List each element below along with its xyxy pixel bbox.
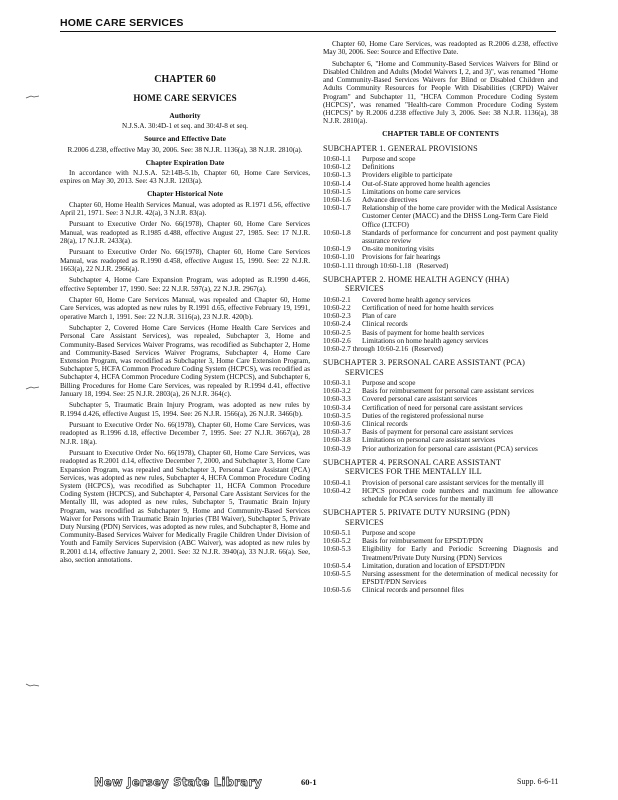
historical-note-heading: Chapter Historical Note <box>147 189 223 199</box>
toc-row[interactable] <box>323 562 558 570</box>
toc-section-number: 10:60-1.6 <box>323 196 351 205</box>
toc-section-number: 10:60-2.6 <box>323 336 351 345</box>
toc-section-number: 10:60-2.3 <box>323 312 351 321</box>
toc-section-number: 10:60-4.1 <box>323 478 351 487</box>
toc-section-number: 10:60-1.8 <box>323 228 351 237</box>
right-note-paragraph: Subchapter 6, "Home and Community-Based Services Waivers for Blind or Disabled Children and Adults (Model Waivers I, 2, and 3)", was renamed "Home and Community-Based Services Waivers for Blind or Disabled Children and Adults Community Resources for People With Disabilities (CRPD) Waiver Program" and Subchapter 11, "HCFA Common Procedure Coding System (HCPCS)", was renamed "Health-care Common Procedure Coding System (HCPCS)" by R.2006 d.238 effective July 3, 2006. See: 38 N.J.R. 1136(a), 38 N.J.R. 2810(a). <box>323 59 558 126</box>
toc-subchapter-title: SUBCHAPTER 4. PERSONAL CARE ASSISTANT <box>323 457 502 467</box>
toc-section-number: 10:60-3.9 <box>323 444 351 453</box>
supplement-date: Supp. 6-6-11 <box>517 777 559 786</box>
toc-subchapter-heading[interactable] <box>323 275 558 294</box>
toc-row[interactable] <box>323 262 558 270</box>
toc-subchapter-heading[interactable] <box>323 508 558 527</box>
toc-row[interactable] <box>323 570 558 586</box>
toc-subchapter-title-cont: SERVICES <box>345 284 384 294</box>
toc-section-number: 10:60-5.2 <box>323 537 351 546</box>
toc-subchapter-title: SUBCHAPTER 1. GENERAL PROVISIONS <box>323 143 478 153</box>
toc-section-number: 10:60-5.5 <box>323 570 351 578</box>
toc-section-title: Out-of-State approved home health agencies <box>362 179 491 188</box>
toc-section-number: 10:60-3.2 <box>323 387 351 396</box>
toc-section-title: Limitations on personal care assistant services <box>362 436 496 445</box>
expiration-heading: Chapter Expiration Date <box>145 157 225 167</box>
toc-section-title: Certification of need for home health services <box>362 303 494 312</box>
authority-text: N.J.S.A. 30:4D-1 et seq. and 30:4J-8 et seq. <box>122 122 248 131</box>
toc-row[interactable] <box>323 545 558 561</box>
toc-subchapter-heading[interactable] <box>323 358 558 377</box>
historical-note-paragraph: Pursuant to Executive Order No. 66(1978), Chapter 60, Home Care Services, was readopted as R.1996 d.18, effective December 7, 1995. See: 27 N.J.R. 3667(a), 28 N.J.R. 18(a). <box>60 421 310 446</box>
toc-section-title: Providers eligible to participate <box>362 171 453 180</box>
toc-section-number: 10:60-5.4 <box>323 561 351 570</box>
toc-subchapter-title: SUBCHAPTER 5. PRIVATE DUTY NURSING (PDN) <box>323 508 510 518</box>
toc-section-number: 10:60-3.3 <box>323 395 351 404</box>
toc-row[interactable] <box>323 387 558 395</box>
toc-row[interactable] <box>323 296 558 304</box>
margin-mark <box>25 95 40 99</box>
toc-section-title: (Reserved) <box>411 344 444 353</box>
toc-section-title: Relationship of the home care provider with the Medical Assistance Customer Center (MACC) and the DHSS Long-Term Care Field Office (LTCFO) <box>362 204 558 229</box>
toc-row[interactable] <box>323 436 558 444</box>
toc-section-title: Definitions <box>362 163 395 172</box>
toc-section-title: Provision of personal care assistant services for the mentally ill <box>362 478 544 487</box>
toc-section-title: Prior authorization for personal care assistant (PCA) services <box>362 444 538 453</box>
toc-section-number: 10:60-3.8 <box>323 436 351 445</box>
toc-section-title: Plan of care <box>362 312 397 321</box>
toc-subchapter-title-cont: SERVICES FOR THE MENTALLY ILL <box>345 467 482 477</box>
toc-section-number: 10:60-3.7 <box>323 428 351 437</box>
toc-section-title: Nursing assessment for the determination of medical necessity for EPSDT/PDN Services <box>362 570 558 587</box>
right-note-paragraph: Chapter 60, Home Care Services, was readopted as R.2006 d.238, effective May 30, 2006. See: Source and Effective Date. <box>323 40 558 57</box>
toc-section-number: 10:60-1.7 <box>323 204 351 213</box>
toc-section-title: Certification of need for personal care assistant services <box>362 403 523 412</box>
toc-row[interactable] <box>323 163 558 171</box>
chapter-title: HOME CARE SERVICES <box>133 93 237 103</box>
toc-section-number: 10:60-1.10 <box>323 253 355 262</box>
toc-section-title: Basis of payment for home health services <box>362 328 485 337</box>
toc-row[interactable] <box>323 445 558 453</box>
toc-section-title: Limitation, duration and location of EPSDT/PDN <box>362 561 505 570</box>
toc-section-title: Covered home health agency services <box>362 295 471 304</box>
toc-subchapter-heading[interactable] <box>323 458 558 477</box>
historical-note-paragraph: Chapter 60, Home Health Services Manual, was adopted as R.1971 d.56, effective April 21, 1971. See: 3 N.J.R. 42(a), 3 N.J.R. 83(a). <box>60 200 310 217</box>
toc-row[interactable] <box>323 412 558 420</box>
toc-row[interactable] <box>323 155 558 163</box>
toc-section-title: Provisions for fair hearings <box>362 253 441 262</box>
toc-row[interactable] <box>323 180 558 188</box>
toc-row[interactable] <box>323 420 558 428</box>
toc-section-number: 10:60-1.4 <box>323 179 351 188</box>
toc-row[interactable] <box>323 229 558 245</box>
historical-note-paragraph: Chapter 60, Home Care Services Manual, was repealed and Chapter 60, Home Care Services, was adopted as new rules by R.1991 d.65, effective February 19, 1991, operative March 1, 1991. See: 22 N.J.R. 3116(a), 23 N.J.R. 420(b). <box>60 296 310 321</box>
toc-row[interactable] <box>323 304 558 312</box>
toc-row[interactable] <box>323 204 558 229</box>
toc-section-title: Duties of the registered professional nurse <box>362 411 484 420</box>
toc-heading: CHAPTER TABLE OF CONTENTS <box>382 129 499 139</box>
toc-section-title: Purpose and scope <box>362 378 416 387</box>
expiration-text: In accordance with N.J.S.A. 52:14B-5.1b, Chapter 60, Home Care Services, expires on May 30, 2013. See: 43 N.J.R. 1203(a). <box>60 169 310 186</box>
page-number: 60-1 <box>301 777 317 787</box>
toc-section-title: Basis for reimbursement for EPSDT/PDN <box>362 537 483 546</box>
toc-row[interactable] <box>323 395 558 403</box>
toc-section-title: Purpose and scope <box>362 155 416 164</box>
toc-section-title: (Reserved) <box>416 261 449 270</box>
toc-section-title: Purpose and scope <box>362 528 416 537</box>
toc-section-title: Advance directives <box>362 196 418 205</box>
historical-note-paragraph: Subchapter 4, Home Care Expansion Program, was adopted as R.1990 d.466, effective September 17, 1990. See: 22 N.J.R. 597(a), 22 N.J.R. 2967(a). <box>60 276 310 293</box>
historical-note-paragraph: Pursuant to Executive Order No. 66(1978), Chapter 60, Home Care Services Manual, was readopted as R.1990 d.458, effective August 15, 1990. See: 22 N.J.R. 1663(a), 22 N.J.R. 2966(a). <box>60 248 310 273</box>
toc-row[interactable] <box>323 345 558 353</box>
toc-subchapter-title: SUBCHAPTER 3. PERSONAL CARE ASSISTANT (PCA) <box>323 358 525 368</box>
toc-row[interactable] <box>323 479 558 487</box>
toc-section-number: 10:60-1.1 <box>323 155 351 164</box>
toc-section-title: Basis for reimbursement for personal care assistant services <box>362 387 534 396</box>
toc-section-title: Standards of performance for concurrent and post payment quality assurance review <box>362 228 558 246</box>
toc-row[interactable] <box>323 188 558 196</box>
toc-row[interactable] <box>323 245 558 253</box>
right-column <box>323 40 558 595</box>
toc-subchapter-title-cont: SERVICES <box>345 517 384 527</box>
toc-section-title: Limitations on home care services <box>362 187 461 196</box>
toc-section-number: 10:60-4.2 <box>323 486 351 495</box>
toc-section-title: Covered personal care assistant services <box>362 395 478 404</box>
toc-section-title: HCPCS procedure code numbers and maximum fee allowance schedule for PCA services for the mentally ill <box>362 486 558 503</box>
margin-mark <box>25 683 40 687</box>
library-watermark: New Jersey State Library <box>94 775 263 789</box>
toc-section-title: Eligibility for Early and Periodic Screening Diagnosis and Treatment/Private Duty Nursing (PDN) Services <box>362 545 558 562</box>
toc-section-title: Clinical records <box>362 419 408 428</box>
toc-row[interactable] <box>323 329 558 337</box>
toc-row[interactable] <box>323 379 558 387</box>
toc-section-number: 10:60-2.2 <box>323 303 351 312</box>
header-rule <box>60 31 556 32</box>
toc-section-number: 10:60-3.1 <box>323 378 351 387</box>
toc-section-number: 10:60-2.1 <box>323 295 351 304</box>
toc-section-number: 10:60-1.2 <box>323 163 351 172</box>
toc-section-number: 10:60-2.5 <box>323 328 351 337</box>
toc-section-title: Clinical records and personnel files <box>362 586 464 595</box>
margin-mark <box>25 386 40 390</box>
toc-row[interactable] <box>323 586 558 594</box>
toc-row[interactable] <box>323 529 558 537</box>
toc-row[interactable] <box>323 537 558 545</box>
historical-note-paragraph: Pursuant to Executive Order No. 66(1978), Chapter 60, Home Care Services, was readopted as R.2001 d.14, effective December 7, 2000, and Subchapter 3, Home Care Expansion Program, was repealed and Subchapter 3, Personal Care Assistant (PCA) Services, was adopted as new rules, Subchapter 4, HCFA Common Procedure Coding System (HCPCS), was recodified as Subchapter 11, HCFA Common Procedure Coding System (HCPCS), and Subchapter 4, Personal Care Assistant Services for the Mentally Ill, was adopted as new rules, Subchapter 5, Traumatic Brain Injury Program, was recodified as Subchapter 9, Home and Community-Based Services Waiver for Persons with Traumatic Brain Injuries (TBI Waiver), Subchapter 5, Private Duty Nursing (PDN) Services, was adopted as new rules, and Subchapter 8, Home and Community-Based Services Waiver for Medically Fragile Children Under Division of Youth and Family Services Supervision (ABC Waiver), was adopted as new rules by R.2001 d.14, effective January 2, 2001. See: 32 N.J.R. 3940(a), 33 N.J.R. 66(a). See, also, section annotations. <box>60 449 310 564</box>
toc-row[interactable] <box>323 171 558 179</box>
toc-section-number: 10:60-1.3 <box>323 171 351 180</box>
toc-section-title: Basis of payment for personal care assistant services <box>362 428 514 437</box>
toc-subchapter-title-cont: SERVICES <box>345 367 384 377</box>
toc-row[interactable] <box>323 320 558 328</box>
historical-note-paragraph: Pursuant to Executive Order No. 66(1978), Chapter 60, Home Care Services Manual, was readopted as R.1985 d.488, effective August 27, 1985. See: 17 N.J.R. 28(a), 17 N.J.R. 2433(a). <box>60 220 310 245</box>
toc-section-number: 10:60-2.7 through 10:60-2.16 <box>323 344 409 353</box>
historical-note-paragraph: Subchapter 2, Covered Home Care Services (Home Health Care Services and Personal Care Assistant Services), was repealed, Subchapter 3, Home and Community-Based Services Waiver Programs, was recodified as Subchapter 2, Home and Community-Based Services Waiver Programs, Subchapter 4, Home Care Extension Program, was recodified as Subchapter 3, Home Care Extension Program, Subchapter 5, HCFA Common Procedure Coding System (HCPCS), was recodified as Subchapter 4, HCFA Common Procedure Coding System (HCPCS), and Subchapter 6, Billing Procedures for Home Care Services, was repealed by R.1994 d.41, effective January 18, 1994. See: 25 N.J.R. 2803(a), 26 N.J.R. 364(c). <box>60 324 310 398</box>
authority-heading: Authority <box>169 111 201 120</box>
left-column <box>60 40 310 567</box>
toc-section-title: Limitations on home health agency services <box>362 336 489 345</box>
toc-row[interactable] <box>323 196 558 204</box>
toc-section-number: 10:60-5.3 <box>323 545 351 554</box>
toc-section-title: On-site monitoring visits <box>362 245 434 254</box>
toc-subchapter-title: SUBCHAPTER 2. HOME HEALTH AGENCY (HHA) <box>323 274 510 284</box>
toc-section-number: 10:60-1.5 <box>323 187 351 196</box>
toc-section-number: 10:60-1.11 through 10:60-1.18 <box>323 261 412 270</box>
toc-section-number: 10:60-2.4 <box>323 320 351 329</box>
chapter-number: CHAPTER 60 <box>154 74 216 85</box>
toc-row[interactable] <box>323 253 558 261</box>
toc-section-number: 10:60-3.6 <box>323 419 351 428</box>
toc-section-number: 10:60-5.6 <box>323 586 351 595</box>
source-heading: Source and Effective Date <box>144 134 226 144</box>
toc-row[interactable] <box>323 337 558 345</box>
running-head: HOME CARE SERVICES <box>60 17 184 29</box>
toc-section-number: 10:60-1.9 <box>323 245 351 254</box>
toc-subchapter-heading[interactable] <box>323 144 558 153</box>
source-text: R.2006 d.238, effective May 30, 2006. See: 38 N.J.R. 1136(a), 38 N.J.R. 2810(a). <box>67 145 303 154</box>
toc-row[interactable] <box>323 404 558 412</box>
toc-section-number: 10:60-5.1 <box>323 528 351 537</box>
toc-section-title: Clinical records <box>362 320 408 329</box>
toc-row[interactable] <box>323 312 558 320</box>
toc-row[interactable] <box>323 428 558 436</box>
historical-note-paragraph: Subchapter 5, Traumatic Brain Injury Program, was adopted as new rules by R.1994 d.426, effective August 15, 1994. See: 26 N.J.R. 1566(a), 26 N.J.R. 3466(b). <box>60 401 310 418</box>
toc-section-number: 10:60-3.4 <box>323 403 351 412</box>
toc-row[interactable] <box>323 487 558 503</box>
toc-section-number: 10:60-3.5 <box>323 411 351 420</box>
